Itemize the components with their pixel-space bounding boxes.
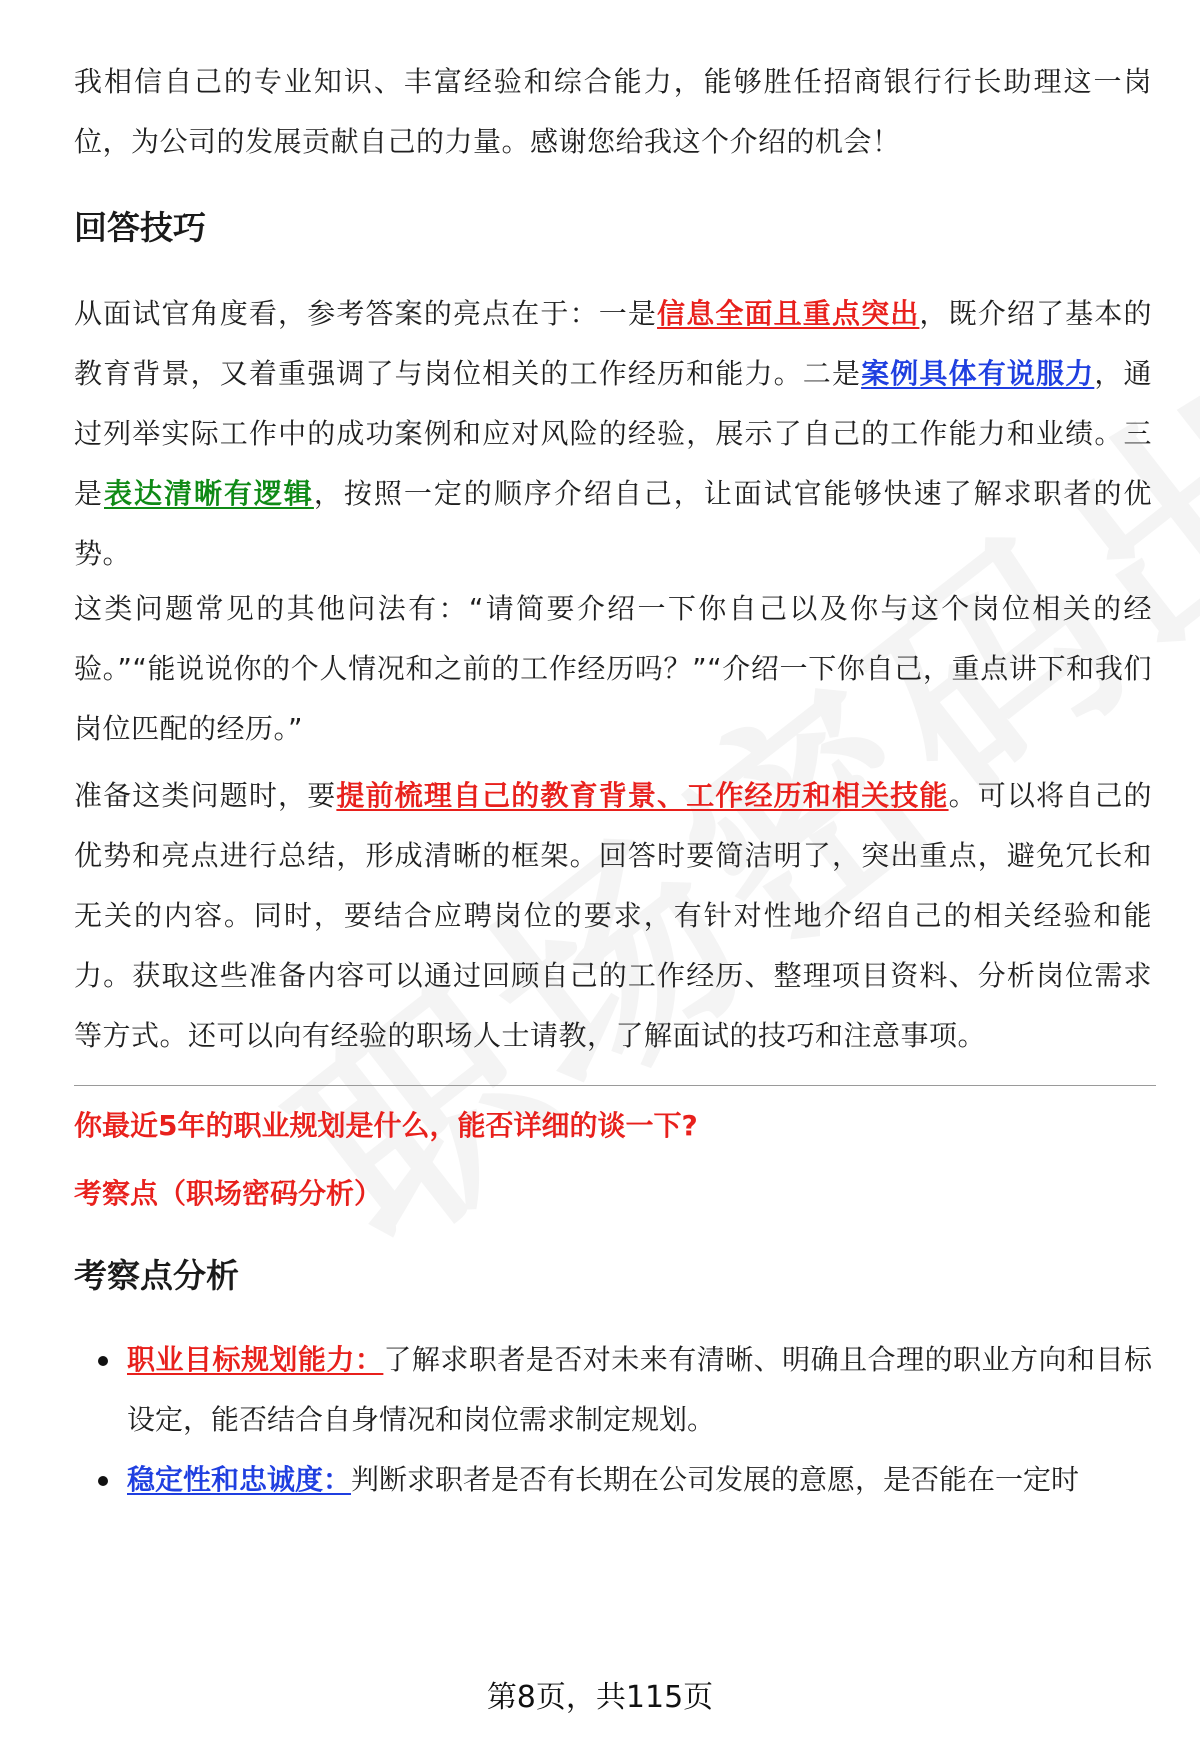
list-item [74,1330,1152,1450]
answer-tips-paragraph-2: 这类问题常见的其他问法有：“请简要介绍一下你自己以及你与这个岗位相关的经验。”“能说说你的个人情况和之前的工作经历吗？”“介绍一下你自己，重点讲下和我们岗位匹配的经历。” [74,592,1152,745]
analysis-item-text: 了解求职者是否对未来有清晰、明确且合理的职业方向和目标设定，能否结合自身情况和岗位需求制定规划。 [127,1343,1152,1436]
analysis-heading: 考察点分析 [74,1256,239,1295]
answer-tips-paragraph-3 [74,766,1152,1066]
analysis-list [74,1330,1152,1510]
list-item [74,1450,1152,1510]
highlight-prepare-background: 提前梳理自己的教育背景、工作经历和相关技能 [336,779,949,812]
tips-p1-mid1: ，既介绍了基本的教育背景，又着重强调了与岗位相关的工作经历和能力。二是 [74,297,1152,390]
intro-closing-paragraph: 我相信自己的专业知识、丰富经验和综合能力，能够胜任招商银行行长助理这一岗位，为公司的发展贡献自己的力量。感谢您给我这个介绍的机会！ [74,65,1152,158]
answer-tips-heading: 回答技巧 [74,208,206,247]
question-subtitle: 考察点（职场密码分析） [74,1177,383,1210]
highlight-case-persuasive: 案例具体有说服力 [861,357,1095,390]
tips-p1-lead: 从面试官角度看，参考答案的亮点在于：一是 [74,297,658,330]
tips-p1-mid2: ，通过列举实际工作中的成功案例和应对风险的经验，展示了自己的工作能力和业绩。三是 [74,357,1152,510]
tips-p1-tail: ，按照一定的顺序介绍自己，让面试官能够快速了解求职者的优势。 [74,477,1152,570]
tips-p3-lead: 准备这类问题时，要 [74,779,337,812]
tips-p3-tail: 。可以将自己的优势和亮点进行总结，形成清晰的框架。回答时要简洁明了，突出重点，避免冗长和无关的内容。同时，要结合应聘岗位的要求，有针对性地介绍自己的相关经验和能力。获取这些准备内容可以通过回顾自己的工作经历、整理项目资料、分析岗位需求等方式。还可以向有经验的职场人士请教，了解面试的技巧和注意事项。 [74,779,1152,1052]
analysis-item-label: 职业目标规划能力： [127,1343,384,1376]
answer-tips-paragraph-1 [74,284,1152,584]
question-title: 你最近5年的职业规划是什么，能否详细的谈一下? [74,1109,698,1142]
page-number-footer: 第8页，共115页 [486,1680,714,1715]
analysis-item-text: 判断求职者是否有长期在公司发展的意愿，是否能在一定时 [351,1463,1080,1496]
highlight-info-comprehensive: 信息全面且重点突出 [657,297,920,330]
section-divider [74,1085,1156,1086]
analysis-item-label: 稳定性和忠诚度： [127,1463,352,1496]
highlight-clear-logical: 表达清晰有逻辑 [104,477,314,510]
